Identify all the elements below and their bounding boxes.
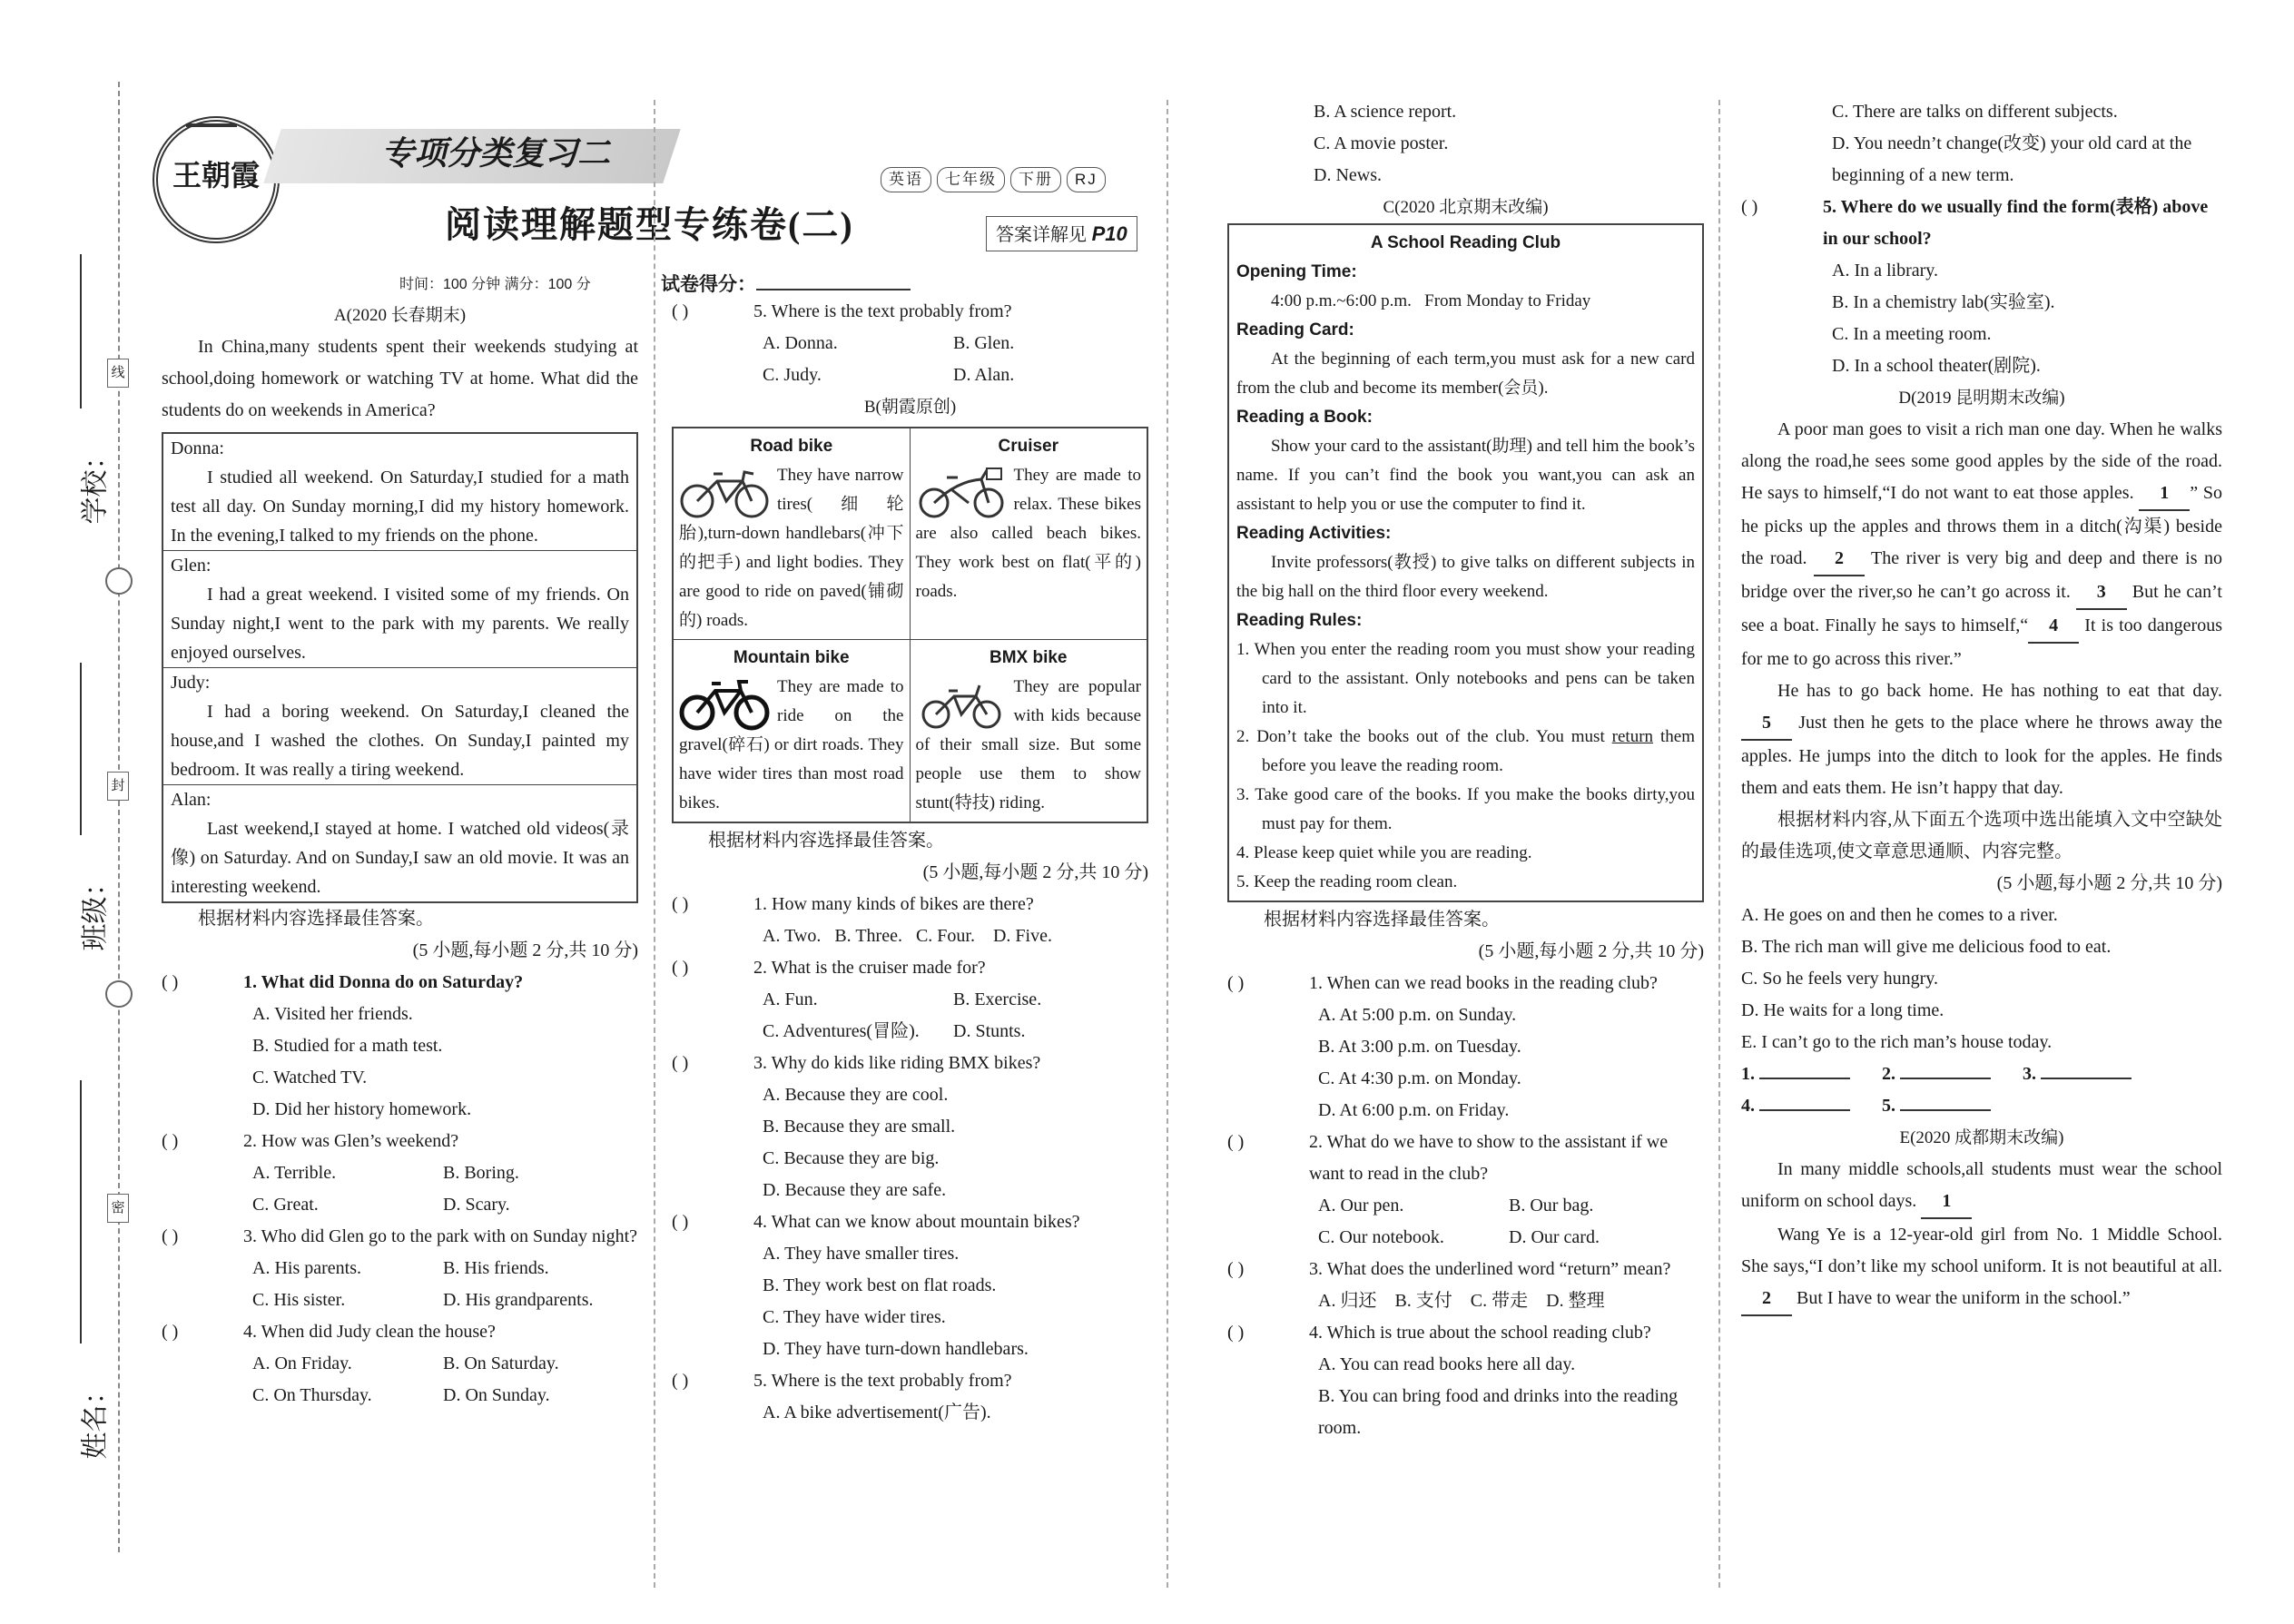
option[interactable]: D. Stunts. <box>953 1021 1026 1041</box>
option[interactable]: C. Our notebook. <box>1318 1227 1444 1247</box>
blank-4[interactable]: 4 <box>2028 610 2079 644</box>
option[interactable]: B. In a chemistry lab(实验室). <box>1832 292 2055 312</box>
class-field[interactable] <box>54 663 109 953</box>
column-c <box>1227 96 1704 1444</box>
question-text: 3. What does the underlined word “return” mean? <box>1309 1259 1671 1279</box>
bike-cell-road <box>674 428 911 640</box>
question-text: 3. Who did Glen go to the park with on Sunday night? <box>243 1226 638 1246</box>
bike-name: Road bike <box>750 437 833 456</box>
option[interactable]: D. His grandparents. <box>443 1290 594 1310</box>
question-text: 3. Why do kids like riding BMX bikes? <box>753 1053 1041 1073</box>
card-text: At the beginning of each term,you must ask for a new card from the club and become its member(会员). <box>1236 349 1695 398</box>
option[interactable]: D. News. <box>1314 165 1382 185</box>
column-divider <box>654 100 655 1588</box>
question-text: 4. What can we know about mountain bikes? <box>753 1212 1080 1232</box>
question-c5[interactable] <box>1741 192 2222 255</box>
question-text: 2. What is the cruiser made for? <box>753 958 986 978</box>
choice-option: C. So he feels very hungry. <box>1741 969 1938 989</box>
answer-paren[interactable]: ( ) <box>1227 973 1245 993</box>
option[interactable]: B. Studied for a math test. <box>252 1036 443 1056</box>
option[interactable]: D. Our card. <box>1509 1227 1600 1247</box>
option[interactable]: D. In a school theater(剧院). <box>1832 356 2041 376</box>
answer-line[interactable] <box>2041 1078 2132 1079</box>
person-entry <box>163 551 636 668</box>
road-bike-icon <box>679 463 770 519</box>
passage-d-p1 <box>1741 414 2222 675</box>
option[interactable]: B. On Saturday. <box>443 1353 559 1373</box>
paper-title: 阅读理解题型专练卷(二) <box>445 204 854 245</box>
answer-number: 4. <box>1741 1096 1755 1116</box>
option-row <box>162 1157 638 1189</box>
bike-cell-cruiser <box>911 428 1147 640</box>
bike-name: Cruiser <box>998 437 1059 456</box>
brand-logo: 王朝霞 <box>153 116 280 243</box>
person-entry <box>163 785 636 901</box>
subject-tag: 七年级 <box>937 167 1005 192</box>
subject-tag: 下册 <box>1010 167 1061 192</box>
bike-name: Mountain bike <box>733 648 850 667</box>
option-row <box>672 1016 1148 1048</box>
answer-paren[interactable]: ( ) <box>1741 197 1758 217</box>
seal-secret-char: 密 <box>107 1194 129 1223</box>
answer-number: 2. <box>1882 1064 1895 1084</box>
answer-row <box>1741 1090 2222 1122</box>
question-a4[interactable] <box>162 1316 638 1348</box>
name-label: 姓名： <box>80 1377 111 1460</box>
answer-paren[interactable]: ( ) <box>672 958 689 978</box>
answer-paren[interactable]: ( ) <box>162 1322 179 1342</box>
book-text: Show your card to the assistant(助理) and tell him the book’s name. If you can’t find the book you want,you can ask an assistant to help you or use the computer to find it. <box>1236 437 1695 514</box>
seal-line-char: 线 <box>107 359 129 388</box>
option[interactable]: C. Watched TV. <box>252 1068 368 1088</box>
bike-text: They are made to relax. These bikes are also called beach bikes. They work best on flat(平的) roads. <box>915 466 1141 601</box>
option[interactable]: D. At 6:00 p.m. on Friday. <box>1318 1100 1510 1120</box>
name-field[interactable] <box>54 1080 109 1462</box>
club-title: A School Reading Club <box>1370 233 1561 252</box>
question-text: 4. When did Judy clean the house? <box>243 1322 496 1342</box>
bmx-bike-icon <box>916 674 1007 731</box>
option[interactable]: A. A bike advertisement(广告). <box>763 1403 991 1422</box>
answer-paren[interactable]: ( ) <box>672 1053 689 1073</box>
question-c2[interactable] <box>1227 1127 1704 1190</box>
bike-text: They are popular with kids because of their small size. But some people use them to show stunt(特技) riding. <box>915 677 1141 812</box>
option[interactable]: B. Glen. <box>953 333 1015 353</box>
person-name: Glen: <box>171 556 212 576</box>
question-b3[interactable] <box>672 1048 1148 1079</box>
question-a5[interactable] <box>672 296 1148 328</box>
question-text: 1. What did Donna do on Saturday? <box>243 972 524 992</box>
option[interactable]: A. Because they are cool. <box>763 1085 949 1105</box>
answer-paren[interactable]: ( ) <box>672 1212 689 1232</box>
option[interactable]: D. Alan. <box>953 365 1015 385</box>
person-text: Last weekend,I stayed at home. I watched old videos(录像) on Saturday. And on Sunday,I saw an old movie. It was an interesting weekend. <box>171 819 629 897</box>
subject-tag: 英语 <box>881 167 931 192</box>
column-divider <box>1718 100 1720 1588</box>
person-text: I had a boring weekend. On Saturday,I cleaned the house,and I washed the clothes. On Sunday,I painted my bedroom. It was really a tiring weekend. <box>171 702 629 780</box>
person-entry <box>163 434 636 551</box>
option[interactable]: A. Donna. <box>763 333 838 353</box>
bike-table <box>672 427 1148 823</box>
question-c4[interactable] <box>1227 1317 1704 1349</box>
blank-2[interactable]: 2 <box>1814 543 1865 576</box>
column-divider <box>1167 100 1168 1588</box>
section-a-intro: In China,many students spent their weekends studying at school,doing homework or watching TV at home. What did the students do on weekends in America? <box>162 337 638 420</box>
option[interactable]: A. You can read books here all day. <box>1318 1354 1576 1374</box>
instruction: 根据材料内容选择最佳答案。 <box>1264 910 1500 930</box>
option-row <box>162 1348 638 1380</box>
answer-number: 3. <box>2023 1064 2036 1084</box>
section-b-source: B(朝霞原创) <box>863 398 957 417</box>
instruction: 根据材料内容选择最佳答案。 <box>198 909 434 929</box>
points-note: (5 小题,每小题 2 分,共 10 分) <box>412 940 638 960</box>
option-row <box>162 1189 638 1221</box>
answer-line[interactable] <box>1900 1078 1991 1079</box>
option[interactable]: B. His friends. <box>443 1258 549 1278</box>
question-b1[interactable] <box>672 889 1148 920</box>
option[interactable]: C. Judy. <box>763 365 822 385</box>
question-text: 2. What do we have to show to the assistant if we want to read in the club? <box>1309 1132 1669 1184</box>
class-label: 班级： <box>80 869 111 951</box>
option[interactable]: A. Our pen. <box>1318 1196 1404 1216</box>
subject-tags <box>881 167 1111 192</box>
option[interactable]: A. His parents. <box>252 1258 361 1278</box>
school-field[interactable] <box>54 254 109 527</box>
answer-paren[interactable]: ( ) <box>672 1371 689 1391</box>
name-underline <box>80 1080 82 1343</box>
option[interactable]: C. Great. <box>252 1195 319 1215</box>
option-row <box>162 1253 638 1284</box>
blank-5[interactable]: 5 <box>1741 707 1792 741</box>
opening-heading: Opening Time: <box>1236 262 1357 281</box>
rule-item: 1. When you enter the reading room you must show your reading card to the assistant. Only notebooks and pens can be taken into it. <box>1236 640 1695 717</box>
score-label: 试卷得分： <box>661 274 756 295</box>
answer-line[interactable] <box>1759 1078 1850 1079</box>
blank-3[interactable]: 3 <box>2076 576 2127 610</box>
answer-ref-prefix: 答案详解见 <box>996 225 1087 245</box>
instruction: 根据材料内容选择最佳答案。 <box>708 831 944 851</box>
option[interactable]: C. At 4:30 p.m. on Monday. <box>1318 1068 1521 1088</box>
question-a2[interactable] <box>162 1126 638 1157</box>
banner-title: 专项分类复习二 <box>381 134 611 172</box>
person-text: I had a great weekend. I visited some of my friends. On Sunday night,I went to the park with my parents. We really enjoyed ourselves. <box>171 585 629 663</box>
option[interactable]: B. A science report. <box>1314 102 1457 122</box>
card-heading: Reading Card: <box>1236 320 1354 340</box>
question-text: 2. How was Glen’s weekend? <box>243 1131 459 1151</box>
option[interactable]: B. Because they are small. <box>763 1117 956 1137</box>
weekend-table <box>162 432 638 903</box>
option[interactable]: A. They have smaller tires. <box>763 1244 960 1264</box>
mountain-bike-icon <box>679 674 770 731</box>
person-name: Judy: <box>171 673 211 693</box>
points-note: (5 小题,每小题 2 分,共 10 分) <box>1996 873 2222 893</box>
answer-slot[interactable] <box>1882 1058 2018 1090</box>
answer-paren[interactable]: ( ) <box>1227 1132 1245 1152</box>
option[interactable]: C. Adventures(冒险). <box>763 1021 920 1041</box>
option-row <box>162 1284 638 1316</box>
passage-text: The river is very big and deep and there is no bridge over the river,so he can’t go across it. <box>1741 548 2222 602</box>
instruction: 根据材料内容,从下面五个选项中选出能填入文中空缺处的最佳选项,使文章意思通顺、内容完整。 <box>1741 810 2222 861</box>
option[interactable]: D. Did her history homework. <box>252 1099 472 1119</box>
question-c1[interactable] <box>1227 968 1704 999</box>
time-and-score: 时间：100 分钟 满分：100 分 <box>399 277 591 292</box>
option-row <box>1227 1222 1704 1254</box>
activities-text: Invite professors(教授) to give talks on different subjects in the big hall on the third floor every weekend. <box>1236 553 1695 601</box>
rule-text: them before you leave the reading room. <box>1262 727 1695 775</box>
option-row <box>1227 1190 1704 1222</box>
option[interactable]: B. Boring. <box>443 1163 519 1183</box>
class-underline <box>80 663 82 835</box>
option[interactable]: C. On Thursday. <box>252 1385 372 1405</box>
option[interactable]: C. In a meeting room. <box>1832 324 1992 344</box>
underlined-word: return <box>1611 727 1654 746</box>
answer-slot[interactable] <box>1741 1058 1877 1090</box>
bike-name: BMX bike <box>989 648 1068 667</box>
points-note: (5 小题,每小题 2 分,共 10 分) <box>922 862 1148 882</box>
option[interactable]: D. You needn’t change(改变) your old card at the beginning of a new term. <box>1832 133 2192 185</box>
question-a1[interactable] <box>162 967 638 999</box>
answer-slot[interactable] <box>1882 1090 2018 1122</box>
choice-option: E. I can’t go to the rich man’s house today. <box>1741 1032 2053 1052</box>
answer-paren[interactable]: ( ) <box>162 1226 179 1246</box>
column-b <box>672 296 1148 1429</box>
school-underline <box>80 254 82 408</box>
section-c-source: C(2020 北京期末改编) <box>1383 198 1549 217</box>
option[interactable]: C. There are talks on different subjects. <box>1832 102 2118 122</box>
option[interactable]: A. In a library. <box>1832 261 1938 281</box>
option[interactable]: A. On Friday. <box>252 1353 352 1373</box>
section-d-source: D(2019 昆明期末改编) <box>1898 389 2065 408</box>
rules-heading: Reading Rules: <box>1236 611 1363 630</box>
question-text: 5. Where is the text probably from? <box>753 1371 1012 1391</box>
bike-cell-mountain <box>674 640 911 822</box>
passage-e-p1 <box>1741 1154 2222 1219</box>
rule-text: 2. Don’t take the books out of the club. You must <box>1236 727 1612 746</box>
blank-e1[interactable]: 1 <box>1921 1186 1972 1219</box>
question-b5[interactable] <box>672 1365 1148 1397</box>
question-text: 1. When can we read books in the reading club? <box>1309 973 1658 993</box>
subject-tag: RJ <box>1067 167 1106 192</box>
score-underline <box>756 289 911 290</box>
question-b2[interactable] <box>672 952 1148 984</box>
option[interactable]: A. Terrible. <box>252 1163 337 1183</box>
rule-item <box>1236 723 1695 781</box>
passage-e-p2 <box>1741 1219 2222 1316</box>
answer-paren[interactable]: ( ) <box>672 301 689 321</box>
answer-number: 1. <box>1741 1064 1755 1084</box>
option[interactable]: C. They have wider tires. <box>763 1307 946 1327</box>
option[interactable]: A. At 5:00 p.m. on Sunday. <box>1318 1005 1517 1025</box>
passage-text: Just then he gets to the place where he throws away the apples. He jumps into the ditch to look for the apples. He finds them and eats them. He isn’t happy that day. <box>1741 713 2222 798</box>
activities-heading: Reading Activities: <box>1236 524 1392 543</box>
choice-option: B. The rich man will give me delicious food to eat. <box>1741 937 2112 957</box>
bike-text: They are made to ride on the gravel(碎石) or dirt roads. They have wider tires than most road bikes. <box>679 677 904 812</box>
binding-strip <box>54 82 136 1552</box>
person-text: I studied all weekend. On Saturday,I studied for a math test all day. On Sunday morning,I did my history homework. In the evening,I talked to my friends on the phone. <box>171 468 629 546</box>
points-note: (5 小题,每小题 2 分,共 10 分) <box>1478 941 1704 961</box>
option[interactable]: D. On Sunday. <box>443 1385 550 1405</box>
answer-paren[interactable]: ( ) <box>162 972 179 992</box>
option[interactable]: D. They have turn-down handlebars. <box>763 1339 1029 1359</box>
question-b4[interactable] <box>672 1206 1148 1238</box>
rule-item: 3. Take good care of the books. If you make the books dirty,you must pay for them. <box>1236 785 1695 833</box>
passage-text: ” So he picks up the apples and throws them in a ditch(沟渠) beside the road. <box>1741 483 2222 568</box>
question-text: 5. Where is the text probably from? <box>753 301 1012 321</box>
option[interactable]: B. Our bag. <box>1509 1196 1594 1216</box>
passage-text: But I have to wear the uniform in the school.” <box>1792 1288 2131 1308</box>
answer-line[interactable] <box>1900 1109 1991 1111</box>
column-d <box>1741 96 2222 1316</box>
option-row[interactable]: A. 归还 B. 支付 C. 带走 D. 整理 <box>1318 1291 1605 1311</box>
answer-paren[interactable]: ( ) <box>1227 1323 1245 1343</box>
blank-e2[interactable]: 2 <box>1741 1283 1792 1316</box>
option[interactable]: A. Visited her friends. <box>252 1004 413 1024</box>
cruiser-bike-icon <box>916 463 1007 519</box>
option[interactable]: D. Scary. <box>443 1195 510 1215</box>
opening-time: 4:00 p.m.~6:00 p.m. From Monday to Friday <box>1271 291 1591 310</box>
option-row <box>672 328 1148 359</box>
question-text: 5. Where do we usually find the form(表格) above in our school? <box>1823 197 2209 249</box>
seal-seal-char: 封 <box>107 772 129 801</box>
column-a <box>162 300 638 1412</box>
passage-text: He has to go back home. He has nothing to eat that day. <box>1777 681 2222 701</box>
question-text: 1. How many kinds of bikes are there? <box>753 894 1034 914</box>
option[interactable]: C. A movie poster. <box>1314 133 1449 153</box>
question-a3[interactable] <box>162 1221 638 1253</box>
answer-slot[interactable] <box>2023 1058 2159 1090</box>
passage-text: A poor man goes to visit a rich man one day. When he walks along the road,he sees some good apples by the side of the road. He says to himself,“I do not want to eat those apples. <box>1741 419 2222 503</box>
option[interactable]: B. Exercise. <box>953 989 1042 1009</box>
answer-slot[interactable] <box>1741 1090 1877 1122</box>
answer-row <box>1741 1058 2222 1090</box>
answer-line[interactable] <box>1759 1109 1850 1111</box>
passage-text: Wang Ye is a 12-year-old girl from No. 1 Middle School. She says,“I don’t like my school uniform. It is not beautiful at all. <box>1741 1225 2222 1276</box>
option[interactable]: D. Because they are safe. <box>763 1180 947 1200</box>
option-row <box>162 1380 638 1412</box>
choice-option: A. He goes on and then he comes to a river. <box>1741 905 2058 925</box>
cut-line <box>118 82 120 1552</box>
bike-cell-bmx <box>911 640 1147 822</box>
option-row[interactable]: A. Two. B. Three. C. Four. D. Five. <box>763 926 1052 946</box>
passage-text: In many middle schools,all students must wear the school uniform on school days. <box>1741 1159 2222 1211</box>
passage-text: But he can’t see a boat. Finally he says to himself,“ <box>1741 582 2222 635</box>
answer-reference <box>986 216 1137 251</box>
reading-club-notice <box>1227 223 1704 902</box>
answer-ref-page: P10 <box>1091 222 1127 245</box>
option[interactable]: B. They work best on flat roads. <box>763 1275 997 1295</box>
rule-item: 5. Keep the reading room clean. <box>1236 872 1458 891</box>
blank-1[interactable]: 1 <box>2139 477 2190 511</box>
option[interactable]: B. At 3:00 p.m. on Tuesday. <box>1318 1037 1521 1057</box>
option-row <box>672 359 1148 391</box>
option[interactable]: C. His sister. <box>252 1290 346 1310</box>
person-name: Alan: <box>171 790 212 810</box>
answer-paren[interactable]: ( ) <box>162 1131 179 1151</box>
answer-paren[interactable]: ( ) <box>672 894 689 914</box>
person-entry <box>163 668 636 785</box>
question-text: 4. Which is true about the school reading club? <box>1309 1323 1651 1343</box>
answer-number: 5. <box>1882 1096 1895 1116</box>
passage-d-p2 <box>1741 675 2222 804</box>
score-field[interactable] <box>661 271 911 300</box>
question-c3[interactable] <box>1227 1254 1704 1285</box>
choice-option: D. He waits for a long time. <box>1741 1000 1944 1020</box>
book-heading: Reading a Book: <box>1236 408 1373 427</box>
option[interactable]: A. Fun. <box>763 989 818 1009</box>
person-name: Donna: <box>171 438 224 458</box>
section-e-source: E(2020 成都期末改编) <box>1899 1128 2064 1147</box>
rule-item: 4. Please keep quiet while you are reading. <box>1236 843 1532 862</box>
option-row <box>672 984 1148 1016</box>
answer-paren[interactable]: ( ) <box>1227 1259 1245 1279</box>
binding-hole-icon <box>105 567 133 595</box>
school-label: 学校： <box>80 442 111 525</box>
option[interactable]: C. Because they are big. <box>763 1148 940 1168</box>
passage-text: It is too dangerous for me to go across this river.” <box>1741 615 2222 669</box>
bike-text: They have narrow tires(细轮胎),turn-down handlebars(冲下的把手) and light bodies. They are good to ride on paved(铺砌的) roads. <box>679 466 904 630</box>
section-a-source: A(2020 长春期末) <box>333 306 467 325</box>
binding-hole-icon <box>105 980 133 1008</box>
option[interactable]: B. You can bring food and drinks into the reading room. <box>1318 1386 1679 1438</box>
